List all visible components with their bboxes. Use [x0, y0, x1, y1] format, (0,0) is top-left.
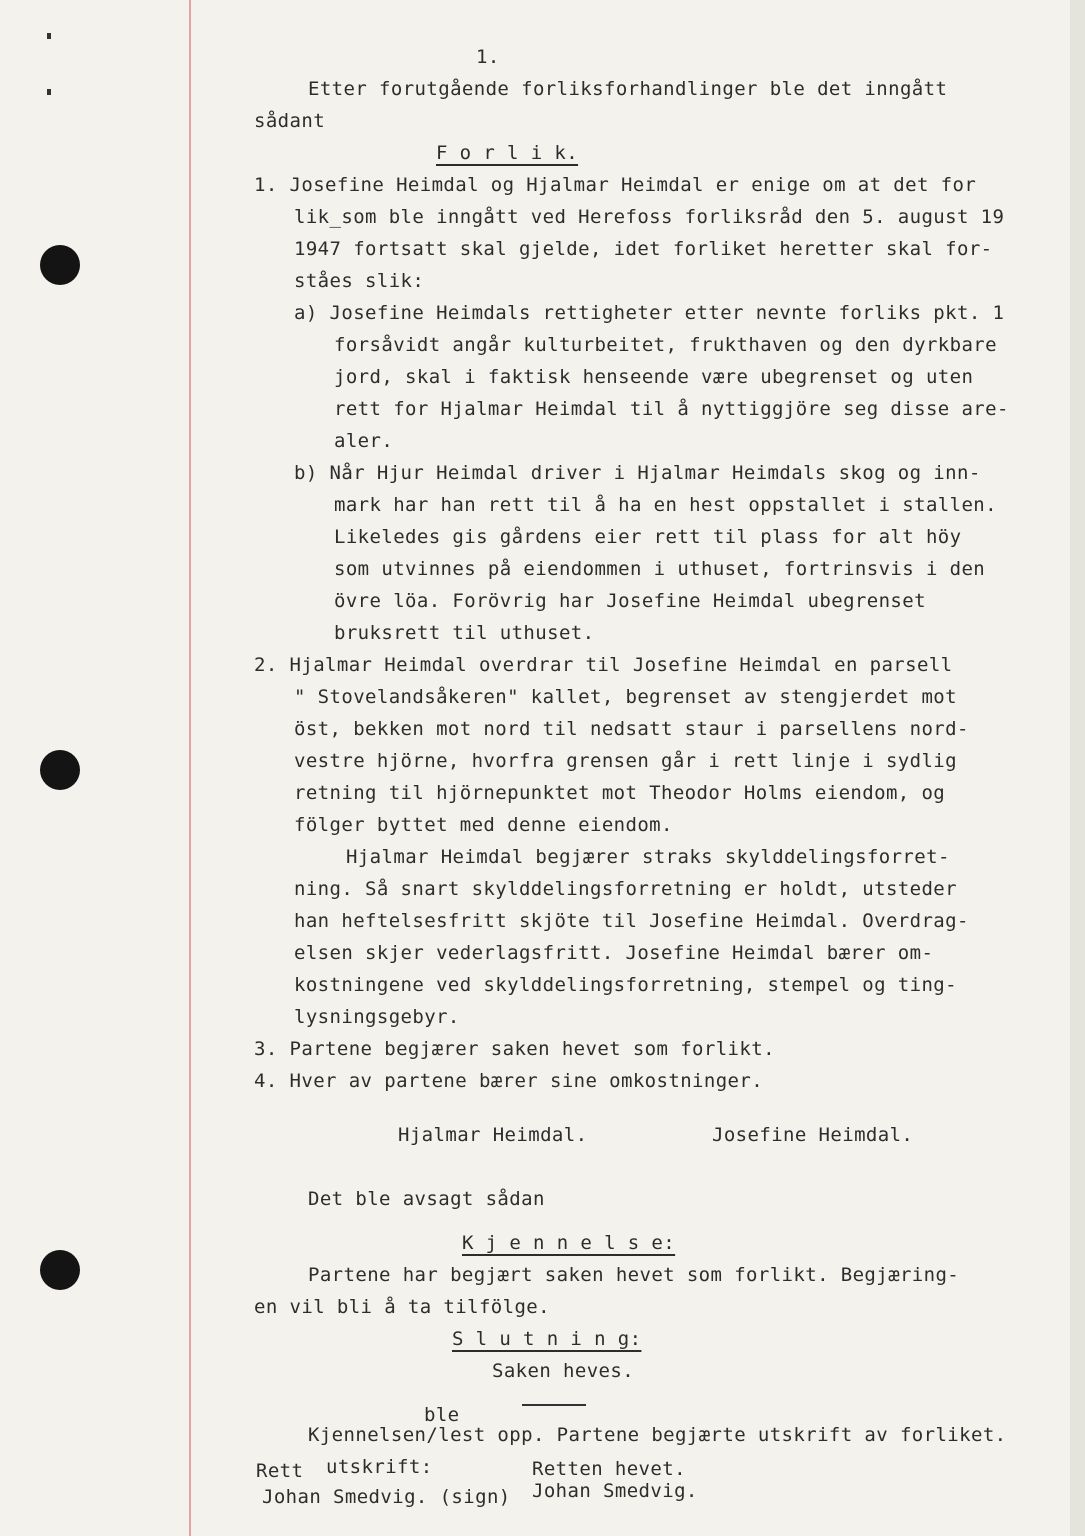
item-1b-line: övre löa. Forövrig har Josefine Heimdal ubegrenset: [334, 590, 926, 612]
heading-forlik: F o r l i k.: [436, 142, 579, 164]
item-2-line: vestre hjörne, hvorfra grensen går i rett linje i sydlig: [294, 750, 957, 772]
punch-hole: [40, 245, 80, 285]
signature-left: Hjalmar Heimdal.: [398, 1124, 588, 1146]
avsagt-line: Det ble avsagt sådan: [308, 1188, 545, 1210]
red-margin-line: [189, 0, 191, 1536]
item-3: 3. Partene begjærer saken hevet som forlikt.: [254, 1038, 775, 1060]
page-number: 1.: [476, 46, 500, 68]
closing-kjennelsen-line: Kjennelsen/lest opp. Partene begjærte utskrift av forliket.: [308, 1424, 1007, 1446]
intro-line: Etter forutgående forliksforhandlinger ble det inngått: [308, 78, 948, 100]
ink-speck: [47, 89, 51, 95]
item-2-line: öst, bekken mot nord til nedsatt staur i parsellens nord-: [294, 718, 969, 740]
item-1b-line: b) Når Hjur Heimdal driver i Hjalmar Heimdals skog og inn-: [294, 462, 981, 484]
item-1b-line: Likeledes gis gårdens eier rett til plass for alt höy: [334, 526, 962, 548]
punch-hole: [40, 1250, 80, 1290]
page-edge: [1070, 0, 1085, 1536]
item-2-line: retning til hjörnepunktet mot Theodor Holms eiendom, og: [294, 782, 946, 804]
item-1-line: lik_som ble inngått ved Herefoss forliksråd den 5. august 19: [294, 206, 1005, 228]
punch-hole: [40, 750, 80, 790]
item-2-line: fölger byttet med denne eiendom.: [294, 814, 673, 836]
item-2-cont-line: lysningsgebyr.: [294, 1006, 460, 1028]
kjennelse-line: Partene har begjært saken hevet som forlikt. Begjæring-: [308, 1264, 960, 1286]
closing-retten-hevet: Retten hevet.: [532, 1458, 686, 1480]
item-2-line: 2. Hjalmar Heimdal overdrar til Josefine Heimdal en parsell: [254, 654, 953, 676]
item-1a-line: rett for Hjalmar Heimdal til å nyttiggjöre seg disse are-: [334, 398, 1009, 420]
kjennelse-line: en vil bli å ta tilfölge.: [254, 1296, 550, 1318]
closing-sign-left: Johan Smedvig. (sign): [262, 1486, 511, 1508]
heading-slutning: S l u t n i n g:: [452, 1328, 642, 1350]
item-1-line: 1. Josefine Heimdal og Hjalmar Heimdal er enige om at det for: [254, 174, 977, 196]
item-2-cont-line: elsen skjer vederlagsfritt. Josefine Heimdal bærer om-: [294, 942, 934, 964]
item-2-line: " Stovelandsåkeren" kallet, begrenset av stengjerdet mot: [294, 686, 957, 708]
item-1a-line: aler.: [334, 430, 394, 452]
item-1-line: 1947 fortsatt skal gjelde, idet forliket heretter skal for-: [294, 238, 993, 260]
item-2-cont-line: ning. Så snart skylddelingsforretning er holdt, utsteder: [294, 878, 957, 900]
separator-dash: [522, 1404, 586, 1406]
closing-utskrift: utskrift:: [326, 1456, 433, 1478]
item-4: 4. Hver av partene bærer sine omkostninger.: [254, 1070, 764, 1092]
closing-rett: Rett: [256, 1460, 304, 1482]
item-2-cont-line: Hjalmar Heimdal begjærer straks skylddelingsforret-: [346, 846, 950, 868]
intro-line: sådant: [254, 110, 326, 132]
item-1a-line: forsåvidt angår kulturbeitet, frukthaven og den dyrkbare: [334, 334, 997, 356]
item-1b-line: bruksrett til uthuset.: [334, 622, 595, 644]
signature-right: Josefine Heimdal.: [712, 1124, 914, 1146]
ink-speck: [47, 33, 51, 39]
heading-kjennelse: K j e n n e l s e:: [462, 1232, 676, 1254]
item-1b-line: mark har han rett til å ha en hest oppstallet i stallen.: [334, 494, 997, 516]
item-1a-line: a) Josefine Heimdals rettigheter etter nevnte forliks pkt. 1: [294, 302, 1005, 324]
item-1b-line: som utvinnes på eiendommen i uthuset, fortrinsvis i den: [334, 558, 986, 580]
closing-sign-right: Johan Smedvig.: [532, 1480, 698, 1502]
slutning-text: Saken heves.: [492, 1360, 635, 1382]
item-1a-line: jord, skal i faktisk henseende være ubegrenset og uten: [334, 366, 974, 388]
closing-ble: ble: [424, 1404, 460, 1426]
item-1-line: ståes slik:: [294, 270, 425, 292]
item-2-cont-line: han heftelsesfritt skjöte til Josefine Heimdal. Overdrag-: [294, 910, 969, 932]
item-2-cont-line: kostningene ved skylddelingsforretning, stempel og ting-: [294, 974, 957, 996]
